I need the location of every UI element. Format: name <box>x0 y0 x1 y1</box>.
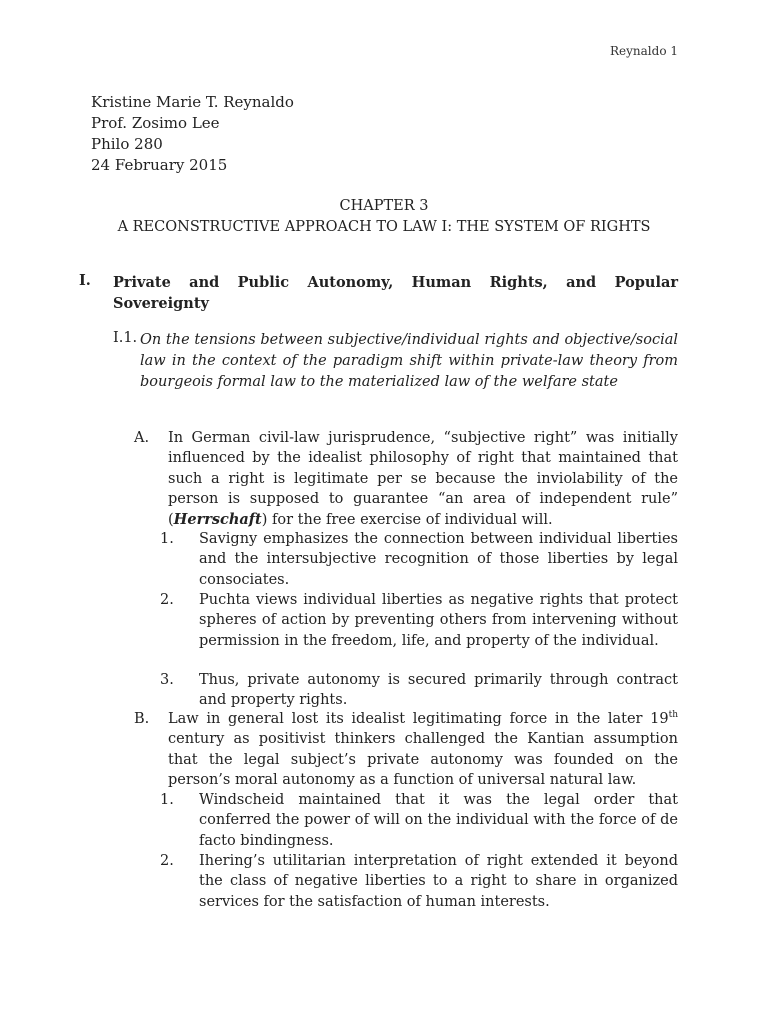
subsection-heading <box>113 330 678 393</box>
professor-name: Prof. Zosimo Lee <box>91 114 220 132</box>
list-item-number: 1. <box>160 792 174 808</box>
list-item-text: Puchta views individual liberties as negative rights that protect spheres of action by preventing others from intervening without permission in the freedom, life, and property of the individual. <box>199 592 678 649</box>
list-item-number: 2. <box>160 592 174 608</box>
chapter-heading <box>0 196 768 238</box>
chapter-title: A RECONSTRUCTIVE APPROACH TO LAW I: THE SYSTEM OF RIGHTS <box>117 219 651 235</box>
chapter-number: CHAPTER 3 <box>339 198 429 214</box>
list-item <box>160 590 678 651</box>
item-a-text-start: In German civil-law jurisprudence, “subjective right” was initially influenced by the idealist philosophy of right that maintained that such a right is legitimate per se because the inviolability of the person is supposed to guarantee “an area of independent rule” ( <box>168 430 678 528</box>
list-item-text: Thus, private autonomy is secured primarily through contract and property rights. <box>199 672 678 709</box>
date: 24 February 2015 <box>91 156 228 174</box>
item-b-text-end: century as positivist thinkers challenged the Kantian assumption that the legal subject’s private autonomy was founded on the person’s moral autonomy as a function of universal natural law. <box>168 731 678 789</box>
outline-item-text <box>168 428 678 530</box>
item-a-text-end: ) for the free exercise of individual will. <box>261 511 553 528</box>
subsection-number: I.1. <box>113 330 138 346</box>
mla-heading <box>91 92 294 176</box>
list-item <box>160 529 678 590</box>
list-item-text: Ihering’s utilitarian interpretation of right extended it beyond the class of negative liberties to a right to share in organized services for the satisfaction of human interests. <box>199 853 678 910</box>
outline-item-number: A. <box>134 430 150 446</box>
outline-item-text <box>168 709 678 791</box>
superscript: th <box>668 710 678 721</box>
list-item <box>160 790 678 851</box>
item-b-text-start: Law in general lost its idealist legitimating force in the later 19 <box>168 711 669 727</box>
list-item <box>160 851 678 912</box>
list-item-text: Windscheid maintained that it was the legal order that conferred the power of will on the individual with the force of de facto bindingness. <box>199 792 678 849</box>
subsection-title: On the tensions between subjective/individual rights and objective/social law in the context of the paradigm shift within private-law theory from bourgeois formal law to the materialized law of the welfare state <box>140 332 678 390</box>
list-item-number: 1. <box>160 531 174 547</box>
list-item <box>160 670 678 711</box>
outline-item-b <box>134 709 678 791</box>
course-name: Philo 280 <box>91 135 163 153</box>
outline-item-a <box>134 428 678 530</box>
list-item-number: 3. <box>160 672 174 688</box>
list-item-number: 2. <box>160 853 174 869</box>
list-item-text: Savigny emphasizes the connection between individual liberties and the intersubjective recognition of those liberties by legal consociates. <box>199 531 678 588</box>
section-title: Private and Public Autonomy, Human Rights, and Popular Sovereignty <box>113 274 678 312</box>
running-head: Reynaldo 1 <box>610 44 678 58</box>
outline-item-number: B. <box>134 711 150 727</box>
emphasized-term: Herrschaft <box>173 510 262 528</box>
author-name: Kristine Marie T. Reynaldo <box>91 93 294 111</box>
section-number: I. <box>79 272 91 289</box>
section-heading <box>79 272 678 314</box>
